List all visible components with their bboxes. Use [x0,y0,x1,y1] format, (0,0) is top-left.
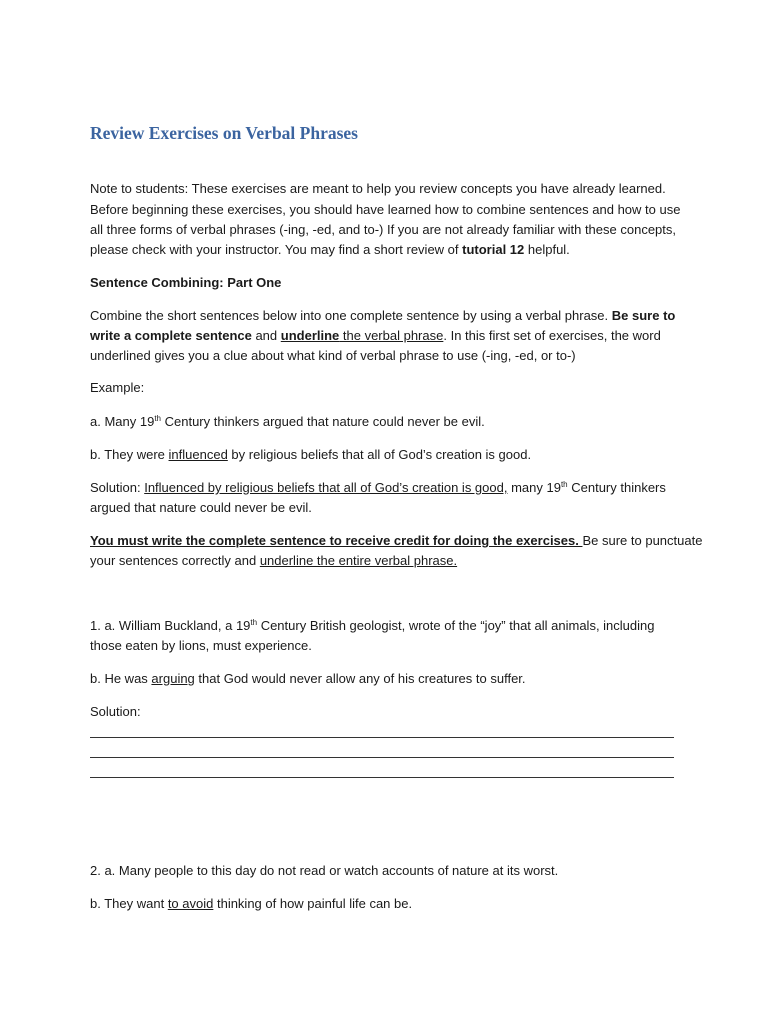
underlined-word: arguing [151,671,195,686]
exercise-2-sentence-a: 2. a. Many people to this day do not read or watch accounts of nature at its worst. [90,863,559,878]
underlined-word: influenced [168,447,228,462]
exercise-text: b. They want [90,896,168,911]
ordinal-suffix: th [154,414,161,423]
instructions-bold-underline: underline [280,328,340,343]
example-sentence-b [90,445,680,465]
credit-warning: You must write the complete sentence to receive credit for doing the exercises. [90,533,583,548]
instructions-line-1 [90,306,680,326]
note-line-1: Note to students: These exercises are meant to help you review concepts you have already learned. [90,181,666,196]
note-text: helpful. [524,242,570,257]
note-line-3: all three forms of verbal phrases (-ing, -ed, and to-) If you are not already familiar with these concepts, [90,222,676,237]
exercise-text: 1. a. William Buckland, a 19 [90,618,251,633]
underlined-verbal-phrase: Influenced by religious beliefs that all of God’s creation is good, [144,480,508,495]
ordinal-suffix: th [250,618,258,627]
credit-text: your sentences correctly and [90,553,260,568]
exercise-1-solution-label: Solution: [90,704,141,719]
exercise-1-sentence-b [90,669,680,689]
instructions-underline: the verbal phrase [339,328,444,343]
note-line-4 [90,240,680,260]
credit-line-1 [90,531,703,551]
answer-line[interactable] [90,777,674,778]
answer-line[interactable] [90,737,674,738]
exercise-text: Century British geologist, wrote of the “joy” that all animals, including [257,618,655,633]
example-solution-line-1 [90,478,680,498]
example-text: Century thinkers [567,480,666,495]
answer-line[interactable] [90,757,674,758]
example-solution-line-2: argued that nature could never be evil. [90,500,312,515]
instructions-bold: Be sure to [611,308,676,323]
underlined-word: to avoid [167,896,214,911]
section-heading: Sentence Combining: Part One [90,275,282,290]
tutorial-reference: tutorial 12 [462,242,525,257]
example-label: Example: [90,380,145,395]
credit-text: Be sure to punctuate [582,533,703,548]
exercise-text: thinking of how painful life can be. [213,896,413,911]
example-text: by religious beliefs that all of God’s creation is good. [227,447,532,462]
example-text: many 19 [507,480,561,495]
instructions-line-2 [90,326,680,346]
note-line-2: Before beginning these exercises, you should have learned how to combine sentences and how to use [90,202,681,217]
instructions-text: and [251,328,281,343]
exercise-1-sentence-a-cont: those eaten by lions, must experience. [90,638,312,653]
instructions-bold: write a complete sentence [90,328,252,343]
exercise-1-sentence-a [90,616,680,636]
example-text: a. Many 19 [90,414,155,429]
credit-underlined: underline the entire verbal phrase. [259,553,458,568]
exercise-2-sentence-b [90,894,680,914]
solution-label: Solution: [90,480,145,495]
note-text: please check with your instructor. You may find a short review of [90,242,463,257]
instructions-line-3: underlined gives you a clue about what kind of verbal phrase to use (-ing, -ed, or to-) [90,348,576,363]
instructions-text: Combine the short sentences below into one complete sentence by using a verbal phrase. [90,308,612,323]
example-text: b. They were [90,447,169,462]
example-sentence-a [90,412,680,432]
example-text: Century thinkers argued that nature could never be evil. [161,414,485,429]
ordinal-suffix: th [560,480,568,489]
page-title: Review Exercises on Verbal Phrases [90,123,358,143]
credit-line-2 [90,551,680,571]
instructions-text: . In this first set of exercises, the word [443,328,661,343]
exercise-text: that God would never allow any of his creatures to suffer. [194,671,526,686]
exercise-text: b. He was [90,671,152,686]
